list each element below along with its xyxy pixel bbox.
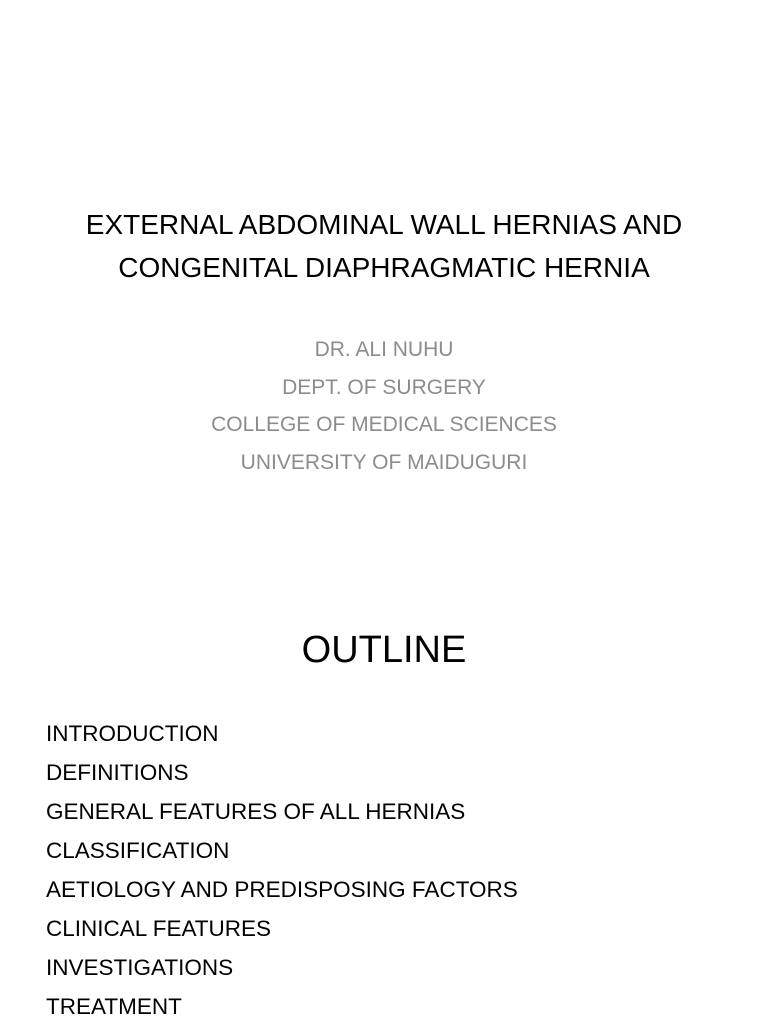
author-university: UNIVERSITY OF MAIDUGURI <box>240 450 528 474</box>
outline-item-general-features: GENERAL FEATURES OF ALL HERNIAS <box>46 799 466 824</box>
outline-item-clinical-features: CLINICAL FEATURES <box>46 916 272 941</box>
outline-item-introduction: INTRODUCTION <box>46 721 219 746</box>
title-line-2: CONGENITAL DIAPHRAGMATIC HERNIA <box>118 252 650 283</box>
outline-item-aetiology: AETIOLOGY AND PREDISPOSING FACTORS <box>46 877 518 902</box>
outline-list <box>46 714 518 1026</box>
outline-item-definitions: DEFINITIONS <box>46 760 189 785</box>
author-department: DEPT. OF SURGERY <box>282 375 486 399</box>
title-line-1: EXTERNAL ABDOMINAL WALL HERNIAS AND <box>85 209 683 240</box>
outline-slide <box>0 576 768 1024</box>
outline-item-classification: CLASSIFICATION <box>46 838 230 863</box>
outline-item-investigations: INVESTIGATIONS <box>46 955 234 980</box>
author-name: DR. ALI NUHU <box>314 338 454 361</box>
outline-title: OUTLINE <box>301 629 467 671</box>
author-block <box>0 331 768 481</box>
outline-item-treatment: TREATMENT <box>46 994 182 1019</box>
author-college: COLLEGE OF MEDICAL SCIENCES <box>211 413 557 436</box>
presentation-title <box>0 203 768 289</box>
